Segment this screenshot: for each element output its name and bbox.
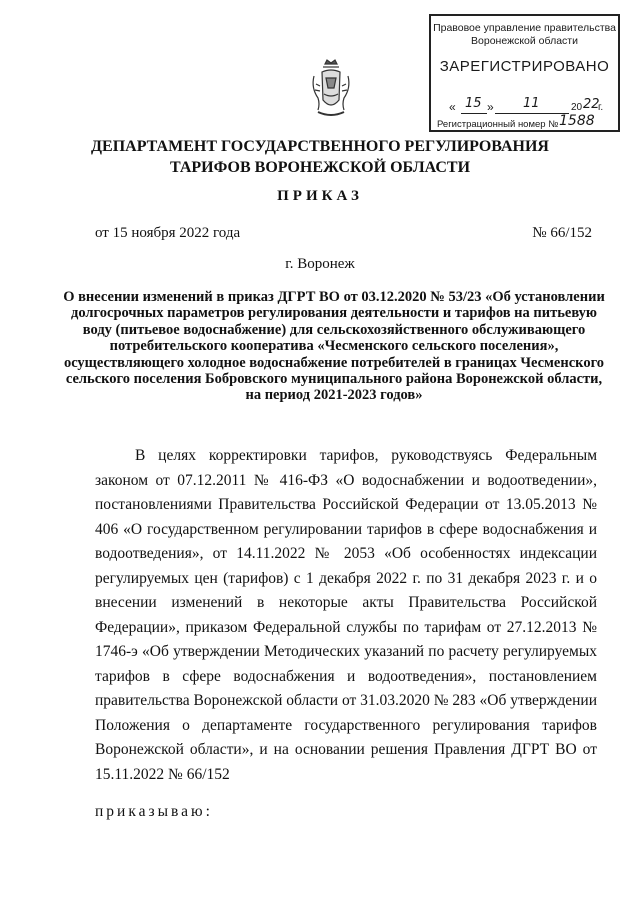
stamp-org-line1: Правовое управление правительства bbox=[433, 22, 616, 34]
department-header bbox=[0, 136, 640, 178]
stamp-quote-close: » bbox=[487, 100, 494, 114]
stamp-year: 22 bbox=[583, 97, 600, 112]
coat-of-arms-emblem bbox=[310, 58, 352, 122]
stamp-registered-label: ЗАРЕГИСТРИРОВАНО bbox=[439, 58, 610, 75]
document-type-title: ПРИКАЗ bbox=[277, 188, 363, 204]
stamp-organization bbox=[431, 22, 618, 48]
department-header-line2: ТАРИФОВ ВОРОНЕЖСКОЙ ОБЛАСТИ bbox=[169, 159, 471, 176]
document-date: от 15 ноября 2022 года bbox=[95, 225, 241, 241]
stamp-day: 15 bbox=[465, 96, 482, 111]
registration-stamp bbox=[429, 14, 620, 132]
stamp-reg-number-row bbox=[437, 113, 614, 130]
order-closing-word: приказываю: bbox=[95, 803, 213, 820]
stamp-year-suffix: г. bbox=[598, 102, 604, 113]
document-city: г. Воронеж bbox=[285, 256, 355, 272]
department-header-line1: ДЕПАРТАМЕНТ ГОСУДАРСТВЕННОГО РЕГУЛИРОВАНИЯ bbox=[91, 138, 549, 155]
stamp-month: 11 bbox=[523, 96, 540, 111]
stamp-month-underline bbox=[495, 113, 569, 114]
stamp-org-line2: Воронежской области bbox=[471, 35, 578, 47]
document-body-paragraph: В целях корректировки тарифов, руководствуясь Федеральным законом от 07.12.2011 № 416-ФЗ «О водоснабжении и водоотведении», постановлениями Правительства Российской Федерации от 13.05.2013 № 406 «О государственном регулировании тарифов в сфере водоснабжения и водоотведения», от 14.11.2022 № 2053 «Об особенностях индексации регулируемых цен (тарифов) с 1 декабря 2022 г. по 31 декабря 2023 г. и о внесении изменений в некоторые акты Правительства Российской Федерации», приказом Федеральной службы по тарифам от 27.12.2013 № 1746-э «Об утверждении Методических указаний по расчету регулируемых тарифов в сфере водоснабжения и водоотведения», постановлением правительства Воронежской области от 31.03.2020 № 283 «Об утверждении Положения о департаменте государственного регулирования тарифов Воронежской области», и на основании решения Правления ДГРТ ВО от 15.11.2022 № 66/152 bbox=[95, 447, 597, 783]
document-subject: О внесении изменений в приказ ДГРТ ВО от 03.12.2020 № 53/23 «Об установлении долгосрочных параметров регулирования деятельности и тарифов на питьевую воду (питьевое водоснабжение) для сельскохозяйственного обслуживающего потребительского кооператива «Чесменского сельского поселения», осуществляющего холодное водоснабжение потребителей в границах Чесменского сельского поселения Бобровского муниципального района Воронежской области, на период 2021-2023 годов» bbox=[63, 289, 605, 404]
document-number: № 66/152 bbox=[532, 225, 592, 241]
stamp-year-prefix: 20 bbox=[571, 102, 583, 113]
stamp-reg-number: 1588 bbox=[559, 113, 595, 129]
stamp-quote-open: « bbox=[449, 100, 456, 114]
stamp-reg-number-label: Регистрационный номер № bbox=[437, 119, 559, 130]
stamp-day-underline bbox=[461, 113, 487, 114]
